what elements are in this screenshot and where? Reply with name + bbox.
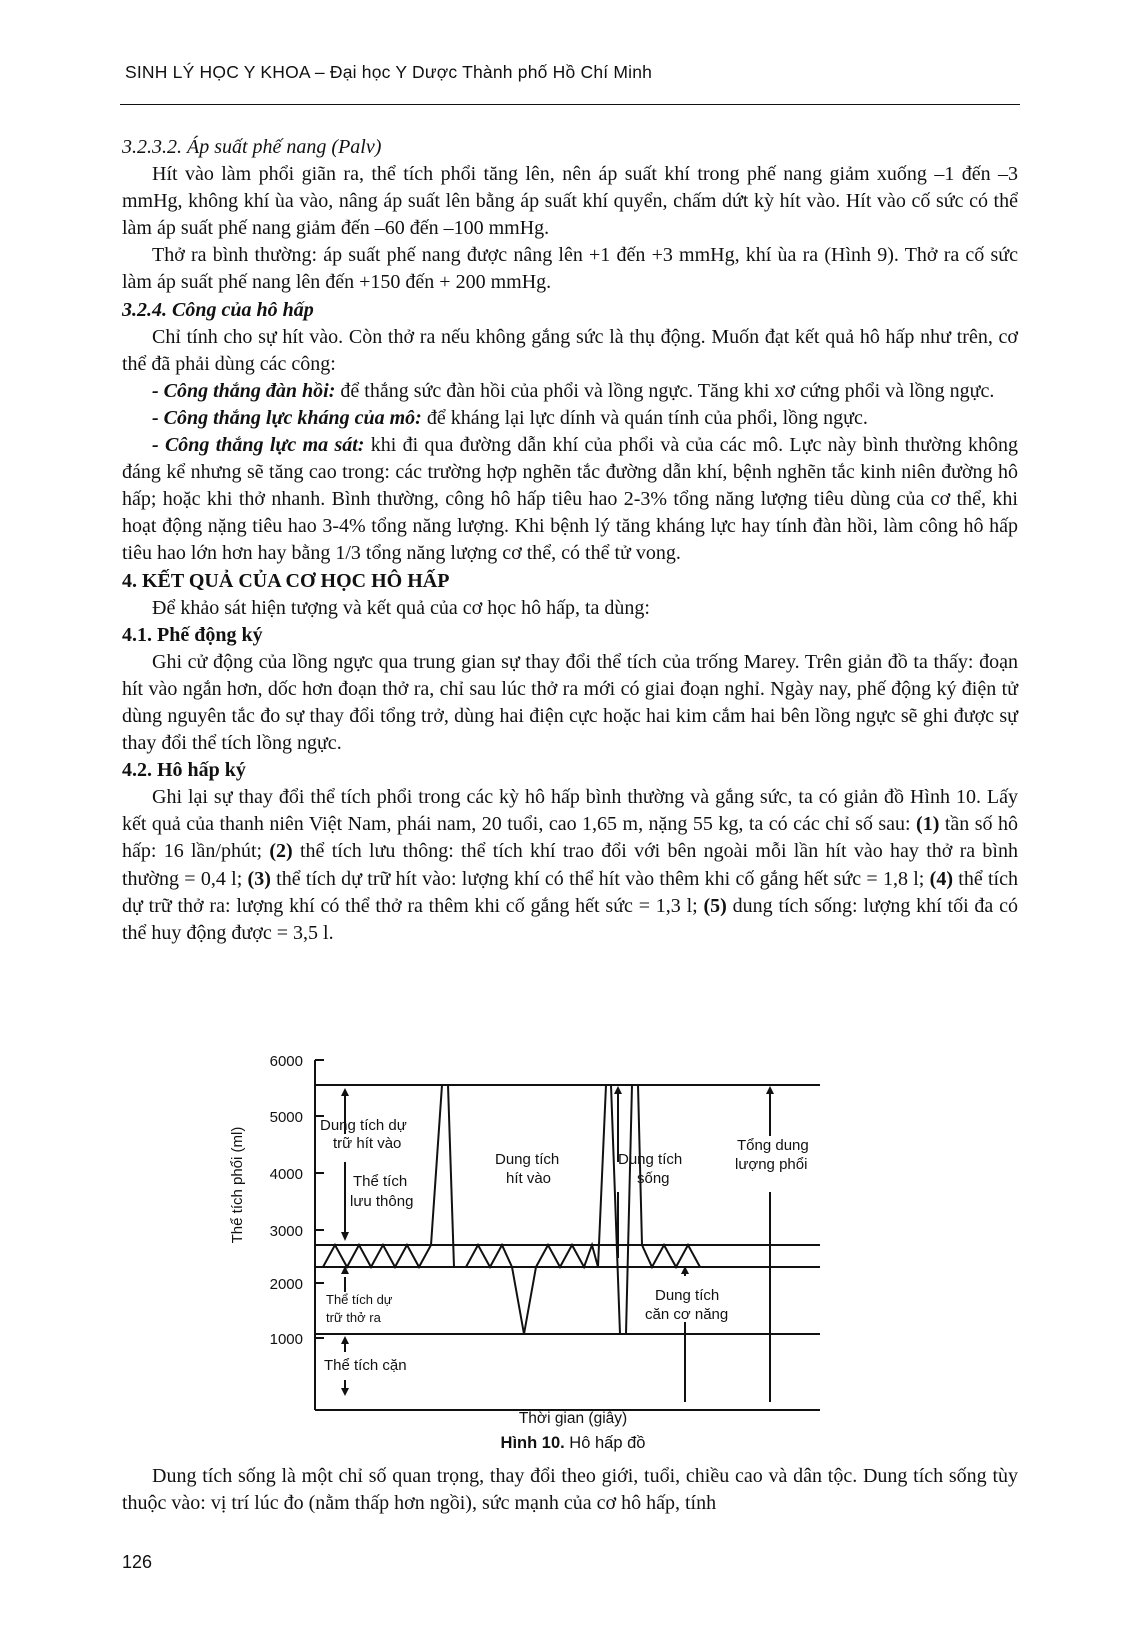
heading-4-2: 4.2. Hô hấp ký (122, 759, 246, 782)
text-run: thể tích dự trữ hít vào: lượng khí có thể hít vào thêm khi cố gắng hết sức = 1,8 l; (270, 867, 930, 890)
index-marker: (1) (916, 813, 940, 836)
list-item-text: khi đi qua đường dẫn khí của phổi và của các mô. Lực này bình thường không đáng kể nhưng sẽ tăng cao trong: các trường hợp nghẽn tắc đường dẫn khí, bệnh nghẽn tắc kinh niên đường hô hấp; hoặc khi thở nhanh. Bình thường, công hô hấp tiêu hao 2-3% tổng năng lượng tiêu dùng của cơ thể, khi hoạt động nặng tiêu hao 3-4% tổng năng lượng. Khi bệnh lý tăng kháng lực hay tính đàn hồi, làm công hô hấp tiêu hao lớn hơn hay bằng 1/3 tổng năng lượng cơ thể, có thể tử vong. (122, 434, 1019, 565)
list-item-label: - Công thắng lực ma sát: (152, 434, 365, 457)
frc-label-1: Dung tích (655, 1287, 720, 1304)
heading-4-1: 4.1. Phế động ký (122, 623, 263, 646)
list-item (122, 405, 1018, 432)
vc-label-1: Dung tích (618, 1151, 683, 1168)
heading-3-2-4: 3.2.4. Công của hô hấp (122, 298, 314, 321)
erv-label-2: trữ thở ra (326, 1310, 381, 1325)
y-tick-label: 1000 (269, 1331, 303, 1348)
page-number: 126 (122, 1552, 153, 1572)
y-axis-title: Thể tích phổi (ml) (229, 1126, 246, 1244)
x-axis-title: Thời gian (giây) (518, 1410, 628, 1427)
ic-label-1: Dung tích (495, 1151, 560, 1168)
tv-label-2: lưu thông (350, 1193, 414, 1210)
text-run: thể tích lưu thông: thể tích khí trao đổi với bên ngoài mỗi lần hít vào hay thở ra bình thường = 0,4 l; (122, 840, 1018, 890)
tlc-label-1: Tổng dung (737, 1137, 809, 1154)
frc-label-2: căn cơ năng (645, 1306, 729, 1323)
irv-label-2: trữ hít vào (333, 1135, 402, 1152)
y-tick-label: 3000 (269, 1223, 303, 1240)
heading-3-2-3-2: 3.2.3.2. Áp suất phế nang (Palv) (122, 136, 382, 158)
tlc-label-2: lượng phổi (735, 1156, 808, 1173)
list-item-text: để kháng lại lực dính và quán tính của phổi, lồng ngực. (421, 406, 868, 429)
heading-4: 4. KẾT QUẢ CỦA CƠ HỌC HÔ HẤP (122, 569, 450, 592)
header-rule (120, 104, 1020, 105)
spirogram-svg (220, 1052, 880, 1412)
irv-label-1: Dung tích dự (320, 1117, 407, 1134)
y-tick-label: 4000 (269, 1166, 303, 1183)
closing-content (122, 1463, 1018, 1517)
text-run: thể tích dự trữ thở ra: lượng khí có thể thở ra thêm khi cố gắng hết sức = 1,3 l; (122, 867, 1018, 917)
list-item-label: - Công thắng đàn hồi: (152, 379, 336, 402)
paragraph: Ghi cử động của lồng ngực qua trung gian sự thay đổi thể tích của trống Marey. Trên giản đồ ta thấy: đoạn hít vào ngắn hơn, dốc hơn đoạn thở ra, chỉ sau lúc thở ra mới có giai đoạn nghỉ. Ngày nay, phế động ký điện tử dùng nguyên tắc đo sự thay đổi tổng trở, dùng hai điện cực hoặc hai kim cắm hai bên lồng ngực sẽ ghi được sự thay đổi thể tích lồng ngực. (122, 650, 1018, 755)
list-item-text: để thắng sức đàn hồi của phổi và lồng ngực. Tăng khi xơ cứng phổi và lồng ngực. (335, 379, 995, 402)
tv-label-1: Thể tích (353, 1173, 408, 1190)
spirogram-figure (220, 1052, 880, 1472)
text-run: Ghi lại sự thay đổi thể tích phổi trong các kỳ hô hấp bình thường và gắng sức, ta có giản đồ Hình 10. Lấy kết quả của thanh niên Việt Nam, phái nam, 20 tuổi, cao 1,65 m, nặng 55 kg, ta có các chỉ số sau: (122, 786, 1018, 836)
vc-label-2: sống (637, 1170, 670, 1187)
paragraph: Thở ra bình thường: áp suất phế nang được nâng lên +1 đến +3 mmHg, khí ùa ra (Hình 9). Thở ra cố sức làm áp suất phế nang lên đến +150 đến + 200 mmHg. (122, 244, 1018, 294)
figure-caption-text: Hô hấp đồ (564, 1434, 646, 1452)
index-marker: (2) (269, 840, 293, 863)
y-tick-label: 2000 (269, 1276, 303, 1293)
running-header: SINH LÝ HỌC Y KHOA – Đại học Y Dược Thành phố Hồ Chí Minh (125, 62, 653, 82)
rv-label: Thể tích cặn (324, 1357, 407, 1374)
figure-caption-label: Hình 10. (500, 1434, 565, 1452)
ic-label-2: hít vào (506, 1170, 552, 1187)
paragraph: Chỉ tính cho sự hít vào. Còn thở ra nếu không gắng sức là thụ động. Muốn đạt kết quả hô hấp như trên, cơ thể đã phải dùng các công: (122, 325, 1018, 375)
text-run: tần số hô hấp: 16 lần/phút; (122, 813, 1018, 863)
index-marker: (5) (703, 894, 727, 917)
list-item (122, 378, 1018, 405)
index-marker: (4) (929, 867, 953, 890)
index-marker: (3) (247, 867, 271, 890)
paragraph (122, 784, 1018, 947)
y-tick-label: 5000 (269, 1109, 303, 1126)
erv-label-1: Thể tích dự (326, 1292, 393, 1307)
list-item-label: - Công thắng lực kháng của mô: (152, 406, 422, 429)
y-tick-label: 6000 (269, 1053, 303, 1070)
main-content (122, 134, 1018, 947)
list-item (122, 432, 1018, 567)
paragraph: Để khảo sát hiện tượng và kết quả của cơ học hô hấp, ta dùng: (152, 596, 650, 619)
paragraph: Dung tích sống là một chỉ số quan trọng, thay đổi theo giới, tuổi, chiều cao và dân tộc. Dung tích sống tùy thuộc vào: vị trí lúc đo (nằm thấp hơn ngồi), sức mạnh của cơ hô hấp, tính (122, 1465, 1018, 1515)
text-run: dung tích sống: lượng khí tối đa có thể huy động được = 3,5 l. (122, 894, 1018, 944)
paragraph: Hít vào làm phổi giãn ra, thể tích phổi tăng lên, nên áp suất khí trong phế nang giảm xuống –1 đến –3 mmHg, không khí ùa vào, nâng áp suất lên bằng áp suất khí quyển, chấm dứt kỳ hít vào. Hít vào cố sức có thể làm áp suất phế nang giảm đến –60 đến –100 mmHg. (122, 163, 1018, 240)
figure-caption (0, 1434, 1146, 1453)
